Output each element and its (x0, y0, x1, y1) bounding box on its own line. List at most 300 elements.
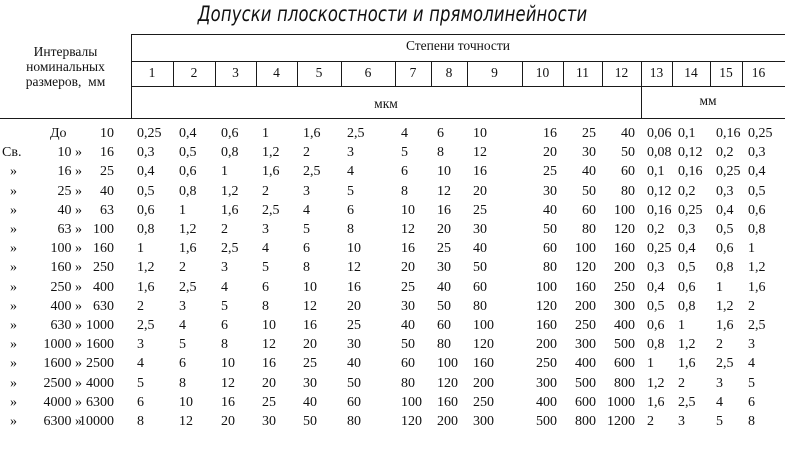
tolerance-value: 4 (716, 394, 723, 410)
tolerance-value: 3 (303, 183, 310, 199)
tolerance-value: 60 (621, 164, 635, 180)
tolerance-value: 0,25 (748, 126, 773, 141)
tolerance-value: 1 (716, 279, 723, 295)
tolerance-value: 0,12 (678, 145, 703, 161)
tolerance-value: 6 (347, 202, 354, 218)
tolerance-value: 40 (303, 394, 317, 410)
tolerance-value: 50 (401, 337, 415, 353)
tolerance-value: 4 (262, 241, 269, 257)
row-from: 40 » (57, 202, 82, 218)
row-to: 25 (100, 164, 114, 180)
row-to: 1000 (86, 318, 114, 333)
tolerance-value: 60 (543, 241, 557, 257)
tolerance-value: 50 (437, 298, 451, 314)
tolerance-value: 4 (748, 356, 755, 372)
tolerance-value: 25 (582, 126, 596, 141)
tolerance-value: 25 (543, 164, 557, 180)
tolerance-value: 160 (437, 394, 458, 410)
row-prefix: » (10, 414, 17, 429)
tolerance-value: 20 (437, 222, 451, 237)
tolerance-value: 5 (347, 183, 354, 199)
row-to: 1600 (86, 337, 114, 353)
tolerance-value: 16 (473, 164, 487, 180)
tolerance-value: 0,6 (137, 202, 155, 218)
tolerance-value: 500 (575, 375, 596, 391)
tolerance-value: 0,5 (716, 222, 734, 237)
row-from: 2500 » (43, 375, 82, 391)
tolerance-value: 500 (536, 414, 557, 429)
tolerance-value: 8 (401, 183, 408, 199)
tolerance-value: 120 (614, 222, 635, 237)
row-prefix: » (10, 164, 17, 180)
tolerance-value: 3 (748, 337, 755, 353)
tolerance-value: 40 (473, 241, 487, 257)
tolerance-value: 0,5 (137, 183, 155, 199)
tolerance-value: 25 (473, 202, 487, 218)
row-prefix: » (10, 394, 17, 410)
tolerance-value: 1,2 (748, 260, 766, 276)
tolerance-value: 0,6 (647, 318, 665, 333)
tolerance-value: 30 (582, 145, 596, 161)
tolerance-value: 5 (179, 337, 186, 353)
tolerance-value: 0,16 (716, 126, 741, 141)
tolerance-value: 10 (262, 318, 276, 333)
row-to: 630 (93, 298, 114, 314)
grade-number: 16 (751, 65, 766, 80)
grade-number: 15 (719, 65, 733, 80)
tolerance-value: 2,5 (179, 279, 197, 295)
row-from: 16 » (57, 164, 82, 180)
tolerance-value: 120 (437, 375, 458, 391)
tolerance-value: 1,6 (221, 202, 239, 218)
tolerance-value: 0,8 (647, 337, 665, 353)
tolerance-value: 2 (678, 375, 685, 391)
tolerance-value: 250 (575, 318, 596, 333)
tolerance-value: 30 (437, 260, 451, 276)
tolerance-value: 50 (473, 260, 487, 276)
tolerance-value: 5 (221, 298, 228, 314)
tolerance-value: 600 (575, 394, 596, 410)
tolerance-value: 40 (543, 202, 557, 218)
tolerance-value: 80 (401, 375, 415, 391)
tolerance-value: 100 (614, 202, 635, 218)
tolerance-value: 0,4 (678, 241, 696, 257)
row-from: 1000 » (43, 337, 82, 353)
tolerance-value: 200 (614, 260, 635, 276)
tolerance-value: 2 (647, 414, 654, 429)
tolerance-value: 5 (262, 260, 269, 276)
tolerance-value: 1,6 (262, 164, 280, 180)
row-prefix: » (10, 260, 17, 276)
tolerance-value: 200 (473, 375, 494, 391)
tolerance-value: 0,25 (137, 126, 162, 141)
row-prefix: » (10, 356, 17, 372)
tolerance-value: 10 (473, 126, 487, 141)
row-prefix: » (10, 298, 17, 314)
tolerance-value: 2,5 (716, 356, 734, 372)
grade-number: 4 (273, 65, 280, 80)
tolerance-value: 2,5 (748, 318, 766, 333)
grade-number: 5 (315, 65, 323, 80)
tolerance-value: 12 (437, 183, 451, 199)
grade-number: 14 (684, 65, 698, 80)
tolerance-value: 40 (437, 279, 451, 295)
tolerance-value: 1,2 (137, 260, 155, 276)
tolerance-value: 0,6 (221, 126, 239, 141)
tolerance-value: 0,16 (647, 202, 672, 218)
tolerance-value: 1,2 (179, 222, 197, 237)
tolerance-value: 10 (303, 279, 317, 295)
row-prefix: » (10, 337, 17, 353)
tolerance-value: 25 (437, 241, 451, 257)
tolerance-value: 0,3 (647, 260, 665, 276)
tolerance-value: 120 (473, 337, 494, 353)
tolerance-value: 8 (221, 337, 228, 353)
tolerance-value: 30 (262, 414, 276, 429)
tolerance-value: 4 (303, 202, 310, 218)
tolerance-value: 1,2 (262, 145, 280, 161)
tolerance-value: 160 (473, 356, 494, 372)
tolerance-value: 120 (575, 260, 596, 276)
tolerance-value: 0,2 (716, 145, 734, 161)
row-to: 2500 (86, 356, 114, 372)
tolerance-value: 40 (347, 356, 361, 372)
tolerance-value: 0,3 (137, 145, 155, 161)
tolerance-value: 1,6 (716, 318, 734, 333)
tolerance-value: 6 (221, 318, 228, 333)
tolerance-value: 0,12 (647, 183, 672, 199)
tolerance-value: 8 (179, 375, 186, 391)
tolerance-value: 5 (401, 145, 408, 161)
tolerance-value: 120 (401, 414, 422, 429)
tolerance-value: 16 (221, 394, 235, 410)
grade-number: 1 (148, 65, 156, 80)
tolerance-value: 25 (303, 356, 317, 372)
tolerance-value: 30 (303, 375, 317, 391)
tolerance-value: 0,4 (748, 164, 766, 180)
tolerance-value: 0,4 (716, 202, 734, 218)
tolerance-value: 50 (347, 375, 361, 391)
tolerance-value: 12 (179, 414, 193, 429)
row-to: 4000 (86, 375, 114, 391)
tolerance-value: 10 (401, 202, 415, 218)
tolerance-value: 300 (575, 337, 596, 353)
tolerance-value: 1000 (607, 394, 635, 410)
tolerance-value: 0,3 (716, 183, 734, 199)
tolerance-value: 100 (401, 394, 422, 410)
tolerance-value: 160 (575, 279, 596, 295)
row-prefix: » (10, 183, 17, 199)
tolerance-value: 0,4 (647, 279, 665, 295)
tolerance-value: 0,8 (137, 222, 155, 237)
grade-number: 11 (576, 65, 589, 80)
tolerance-value: 2,5 (221, 241, 239, 257)
tolerance-value: 250 (473, 394, 494, 410)
tolerance-value: 20 (401, 260, 415, 276)
grade-number: 7 (409, 65, 417, 80)
tolerance-value: 25 (401, 279, 415, 295)
tolerance-value: 60 (437, 318, 451, 333)
tolerance-value: 6 (748, 394, 755, 410)
tolerance-value: 250 (614, 279, 635, 295)
grades-bottom-rule (131, 86, 785, 87)
tolerance-value: 2 (137, 298, 144, 314)
tolerance-value: 50 (621, 145, 635, 161)
tolerance-value: 40 (401, 318, 415, 333)
row-prefix: » (10, 241, 17, 257)
tolerance-value: 0,5 (678, 260, 696, 276)
tolerance-value: 20 (262, 375, 276, 391)
tolerance-value: 5 (303, 222, 310, 237)
grade-number: 6 (364, 65, 372, 80)
tolerance-value: 600 (614, 356, 635, 372)
tolerance-value: 200 (575, 298, 596, 314)
row-prefix: » (10, 375, 17, 391)
tolerance-value: 30 (543, 183, 557, 199)
tolerance-value: 5 (716, 414, 723, 429)
tolerance-value: 100 (575, 241, 596, 257)
unit-mm-label: мм (699, 93, 717, 108)
tolerance-value: 50 (303, 414, 317, 429)
tolerance-value: 250 (536, 356, 557, 372)
tolerance-value: 2 (303, 145, 310, 161)
tolerance-value: 20 (303, 337, 317, 353)
tolerance-value: 80 (473, 298, 487, 314)
tolerance-value: 8 (137, 414, 144, 429)
tolerance-value: 0,2 (647, 222, 665, 237)
header-top-rule (131, 34, 785, 35)
tolerance-value: 0,6 (716, 241, 734, 257)
tolerance-value: 400 (536, 394, 557, 410)
tolerance-value: 16 (401, 241, 415, 257)
tolerance-value: 300 (536, 375, 557, 391)
tolerance-value: 1,6 (179, 241, 197, 257)
grade-number: 13 (649, 65, 664, 80)
tolerance-value: 100 (437, 356, 458, 372)
row-from: 400 » (50, 298, 82, 314)
tolerance-value: 80 (437, 337, 451, 353)
row-prefix: Св. (2, 145, 22, 161)
tolerance-value: 800 (575, 414, 596, 429)
tolerance-value: 16 (437, 202, 451, 218)
tolerance-value: 10 (221, 356, 235, 372)
grade-number: 10 (535, 65, 550, 80)
tolerance-value: 2 (221, 222, 228, 237)
row-from: 1600 » (43, 356, 82, 372)
tolerance-value: 1,2 (678, 337, 696, 353)
row-to: 6300 (86, 394, 114, 410)
tolerance-value: 4 (347, 164, 354, 180)
tolerance-value: 100 (536, 279, 557, 295)
grade-number: 2 (190, 65, 198, 80)
tolerance-value: 1,2 (647, 375, 665, 391)
tolerance-value: 3 (716, 375, 723, 391)
tolerance-value: 16 (347, 279, 361, 295)
row-to: 10000 (79, 414, 114, 429)
row-to: 100 (93, 222, 114, 237)
tolerance-value: 200 (536, 337, 557, 353)
tolerance-value: 10 (347, 241, 361, 257)
tolerance-value: 60 (473, 279, 487, 295)
grade-number: 9 (491, 65, 498, 80)
row-prefix: » (10, 222, 17, 237)
tolerance-value: 40 (621, 126, 635, 141)
tolerance-value: 2,5 (262, 202, 280, 218)
tolerance-value: 0,8 (748, 222, 766, 237)
tolerance-value: 40 (582, 164, 596, 180)
tolerance-value: 2 (179, 260, 186, 276)
tolerance-value: 0,5 (748, 183, 766, 199)
tolerance-value: 0,6 (179, 164, 197, 180)
tolerance-value: 3 (221, 260, 228, 276)
row-to: 16 (100, 145, 114, 161)
tolerance-value: 6 (303, 241, 310, 257)
tolerance-value: 4 (137, 356, 144, 372)
tolerance-value: 30 (401, 298, 415, 314)
tolerance-value: 400 (614, 318, 635, 333)
tolerance-value: 20 (473, 183, 487, 199)
grade-number: 12 (614, 65, 629, 80)
tolerance-value: 16 (262, 356, 276, 372)
tolerance-value: 300 (473, 414, 494, 429)
row-from: 160 » (50, 260, 82, 276)
tolerance-value: 1 (647, 356, 654, 372)
tolerance-value: 25 (347, 318, 361, 333)
tolerance-value: 50 (582, 183, 596, 199)
row-from: 100 » (50, 241, 82, 257)
tolerance-value: 1 (748, 241, 755, 257)
tolerance-value: 80 (543, 260, 557, 276)
tolerance-value: 10 (437, 164, 451, 180)
tolerance-value: 0,08 (647, 145, 672, 161)
tolerance-value: 2 (716, 337, 723, 353)
page-title: Допуски плоскостности и прямолинейности (197, 2, 588, 26)
grades-top-rule (131, 61, 785, 62)
tolerance-value: 1,2 (716, 298, 734, 314)
tolerance-value: 10 (179, 394, 193, 410)
tolerance-value: 25 (262, 394, 276, 410)
tolerance-value: 6 (137, 394, 144, 410)
intervals-label: Интервалы (33, 44, 98, 59)
tolerance-value: 8 (262, 298, 269, 314)
tolerance-value: 12 (221, 375, 235, 391)
tolerance-value: 0,2 (678, 183, 696, 199)
tolerance-value: 0,5 (179, 145, 197, 161)
tolerance-value: 1,6 (303, 126, 321, 141)
row-prefix: До (50, 126, 67, 141)
tolerance-value: 6 (437, 126, 444, 141)
tolerance-value: 0,25 (678, 202, 703, 218)
tolerance-value: 0,3 (748, 145, 766, 161)
tolerance-value: 400 (575, 356, 596, 372)
tolerance-value: 20 (347, 298, 361, 314)
tolerance-value: 4 (401, 126, 408, 141)
tolerance-value: 0,8 (221, 145, 239, 161)
tolerance-value: 0,8 (716, 260, 734, 276)
tolerance-value: 6 (401, 164, 408, 180)
tolerance-value: 80 (347, 414, 361, 429)
row-to: 10 (100, 126, 114, 141)
grade-number: 8 (445, 65, 453, 80)
tolerance-value: 30 (473, 222, 487, 237)
row-from: 630 » (50, 318, 82, 333)
tolerance-value: 0,4 (179, 126, 197, 141)
row-from: 10 » (57, 145, 82, 161)
tolerance-value: 2 (262, 183, 269, 199)
tolerance-value: 0,3 (678, 222, 696, 237)
tolerance-value: 60 (347, 394, 361, 410)
tolerance-value: 3 (137, 337, 144, 353)
tolerance-value: 80 (582, 222, 596, 237)
row-prefix: » (10, 279, 17, 295)
tolerance-value: 0,1 (678, 126, 696, 141)
tolerance-value: 1 (678, 318, 685, 333)
tolerance-value: 20 (543, 145, 557, 161)
row-to: 63 (100, 202, 114, 218)
tolerance-value: 12 (303, 298, 317, 314)
tolerance-value: 500 (614, 337, 635, 353)
row-to: 160 (93, 241, 114, 257)
tolerance-value: 3 (179, 298, 186, 314)
tolerance-value: 12 (473, 145, 487, 161)
tolerance-value: 300 (614, 298, 635, 314)
tolerance-value: 0,6 (748, 202, 766, 218)
tolerance-value: 2,5 (347, 126, 365, 141)
tolerance-value: 8 (748, 414, 755, 429)
tolerance-value: 3 (347, 145, 354, 161)
tolerance-value: 12 (401, 222, 415, 237)
tolerance-value: 12 (262, 337, 276, 353)
tolerance-value: 1 (221, 164, 228, 180)
row-to: 40 (100, 183, 114, 199)
tolerance-value: 1,6 (678, 356, 696, 372)
tolerance-value: 2,5 (137, 318, 155, 333)
tolerance-value: 2 (748, 298, 755, 314)
tolerance-value: 12 (347, 260, 361, 276)
tolerance-value: 6 (262, 279, 269, 295)
row-from: 250 » (50, 279, 82, 295)
tolerance-value: 3 (262, 222, 269, 237)
tolerance-value: 200 (437, 414, 458, 429)
row-from: 4000 » (43, 394, 82, 410)
tolerance-value: 8 (437, 145, 444, 161)
tolerance-value: 800 (614, 375, 635, 391)
tolerance-value: 16 (303, 318, 317, 333)
tolerance-value: 20 (221, 414, 235, 429)
grade-number: 3 (232, 65, 239, 80)
tolerance-value: 100 (473, 318, 494, 333)
row-from: 25 » (57, 183, 82, 199)
tolerance-value: 1,6 (647, 394, 665, 410)
tolerance-value: 6 (179, 356, 186, 372)
tolerance-value: 160 (536, 318, 557, 333)
tolerance-value: 0,8 (179, 183, 197, 199)
row-from: 6300 » (43, 414, 82, 429)
tolerance-value: 0,06 (647, 126, 672, 141)
tolerance-value: 0,4 (137, 164, 155, 180)
tolerance-value: 80 (621, 183, 635, 199)
tolerance-value: 8 (303, 260, 310, 276)
tolerance-value: 1 (179, 202, 186, 218)
tolerance-value: 0,6 (678, 279, 696, 295)
unit-mkm-label: мкм (374, 96, 398, 111)
row-from: 63 » (57, 222, 82, 237)
tolerance-value: 0,5 (647, 298, 665, 314)
tolerance-value: 60 (582, 202, 596, 218)
tolerance-value: 2,5 (678, 394, 696, 410)
tolerance-value: 5 (137, 375, 144, 391)
tolerance-value: 1,2 (221, 183, 239, 199)
